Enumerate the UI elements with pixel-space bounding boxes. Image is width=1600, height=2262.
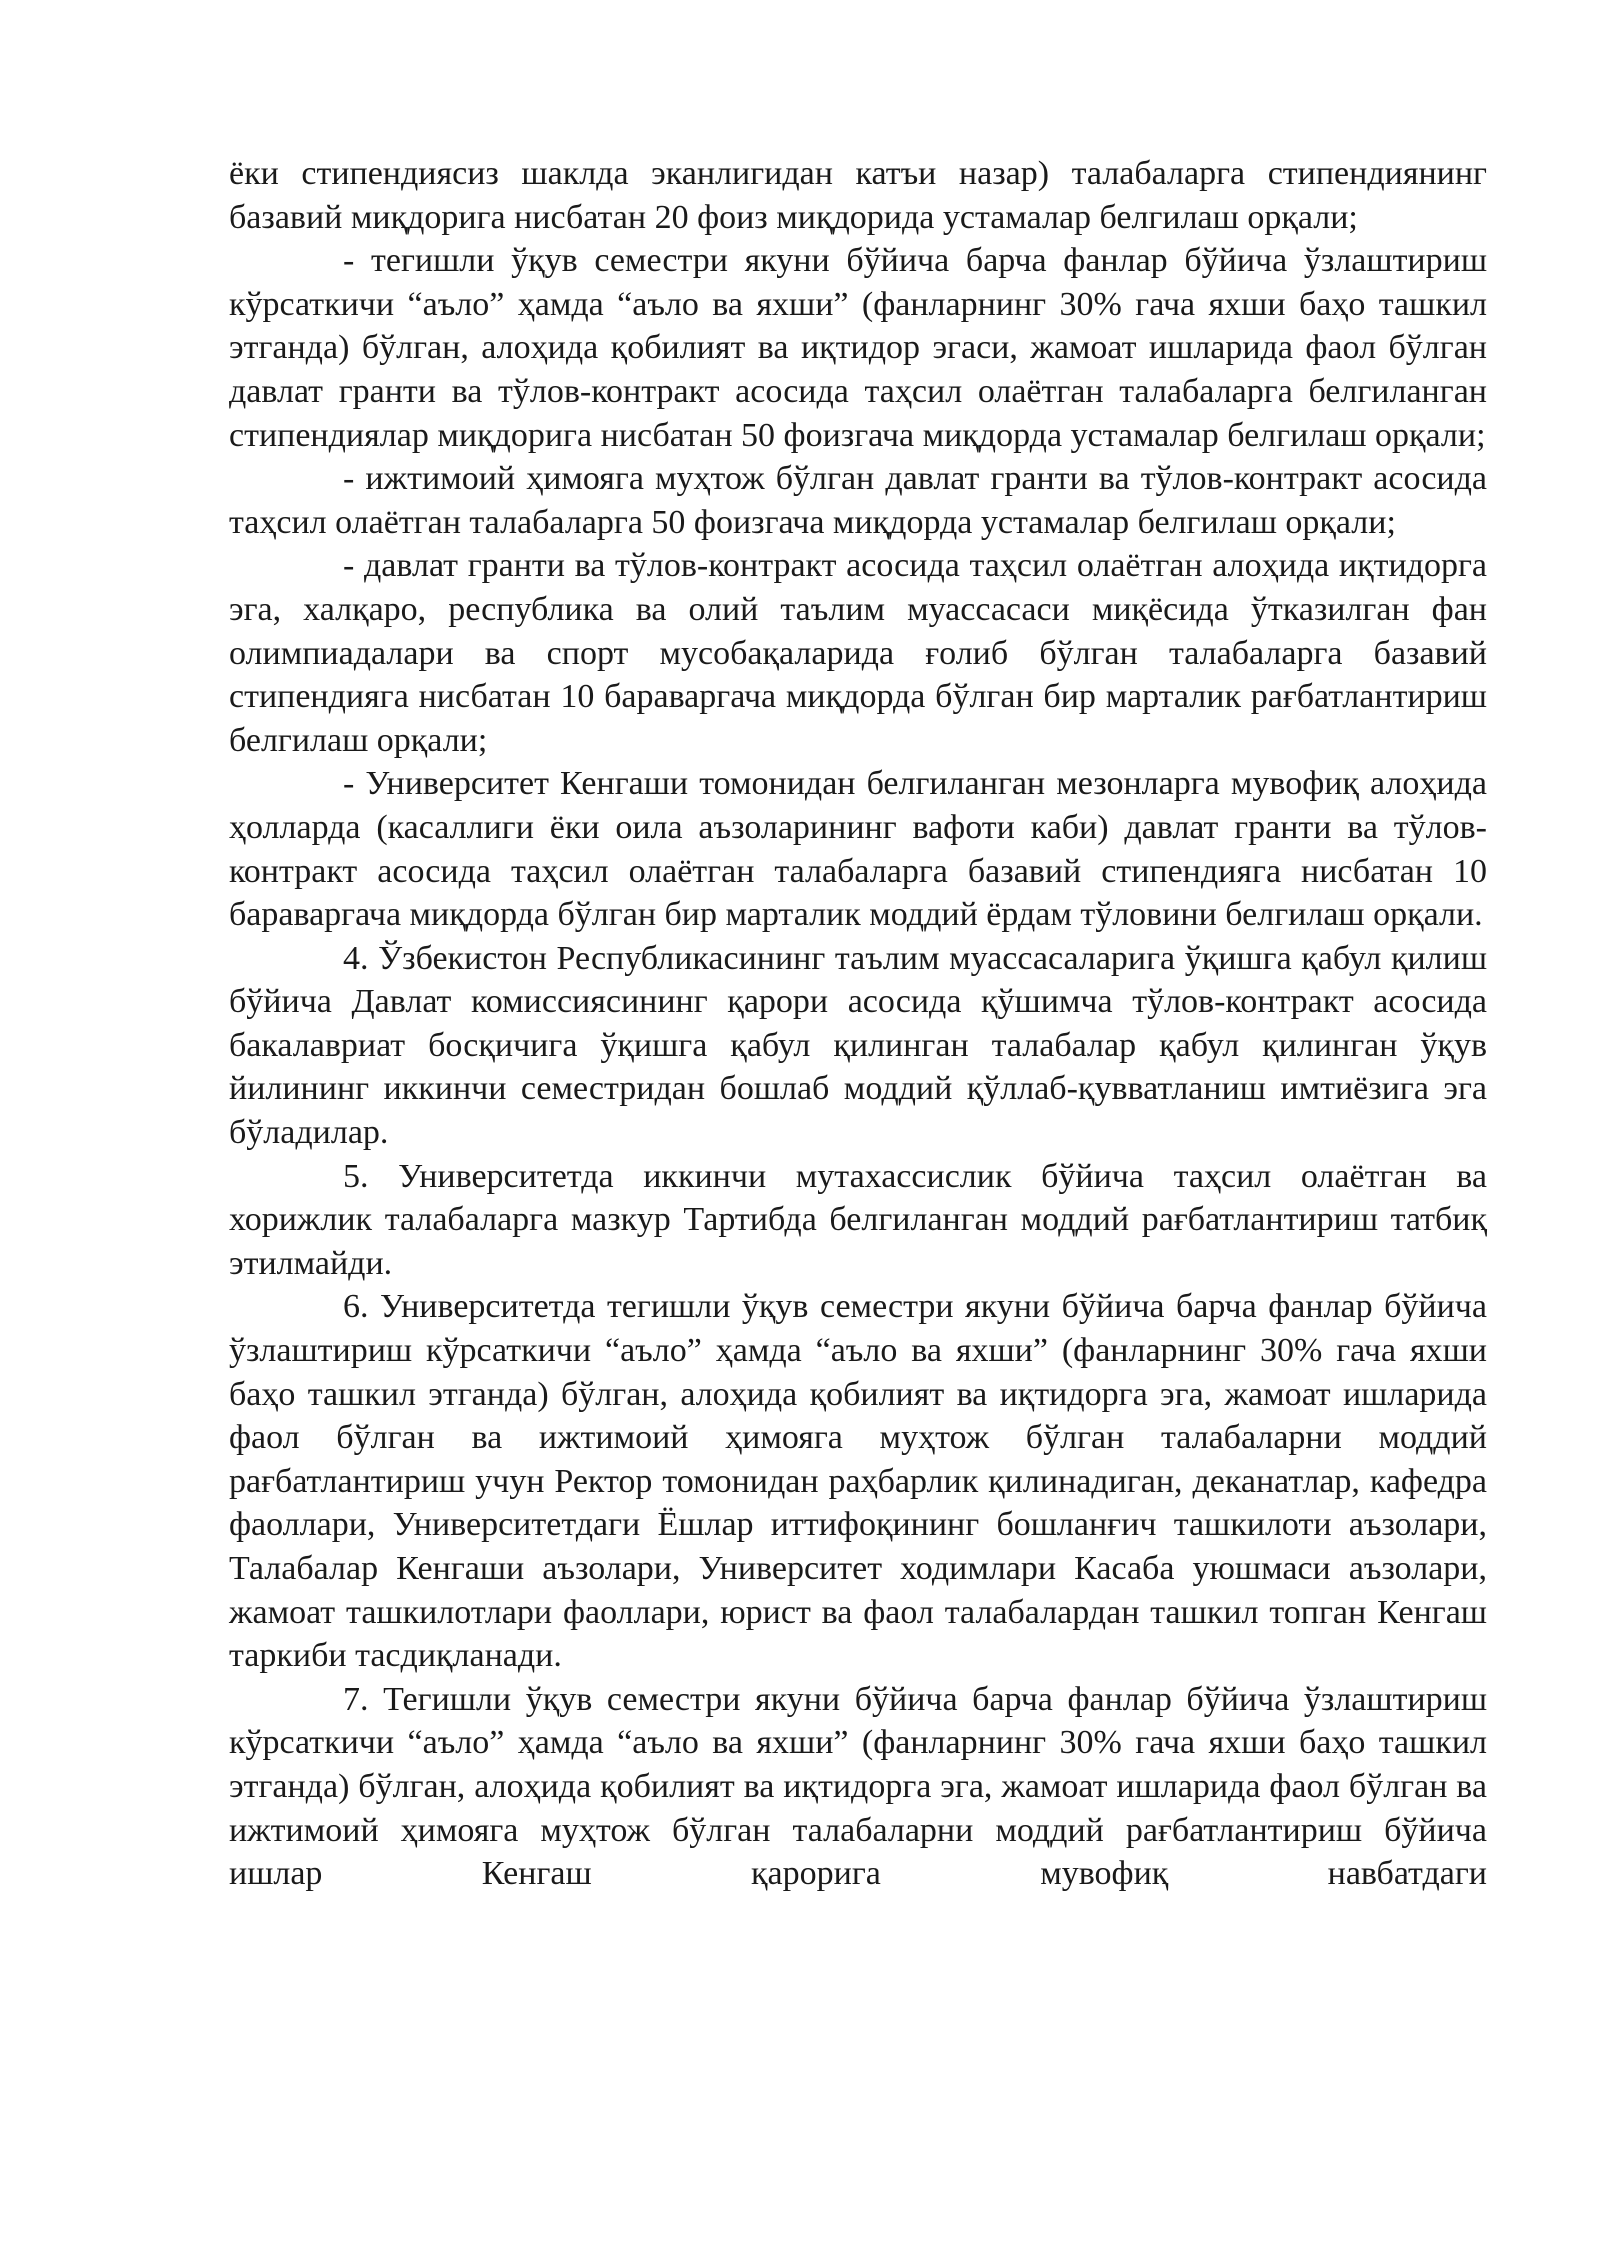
paragraph-item-6: 6. Университетда тегишли ўқув семестри якуни бўйича барча фанлар бўйича ўзлаштириш кўрсаткичи “аъло” ҳамда “аъло ва яхши” (фанларнинг 30% гача яхши баҳо ташкил этганда) бўлган, алоҳида қобилият ва иқтидорга эга, жамоат ишларида фаол бўлган ва ижтимоий ҳимояга муҳтож бўлган талабаларни моддий рағбатлантириш учун Ректор томонидан раҳбарлик қилинадиган, деканатлар, кафедра фаоллари, Университетдаги Ёшлар иттифоқининг бошланғич ташкилоти аъзолари, Талабалар Кенгаши аъзолари, Университет ходимлари Касаба уюшмаси аъзолари, жамоат ташкилотлари фаоллари, юрист ва фаол талабалардан ташкил топган Кенгаш таркиби тасдиқланади. xyxy=(229,1288,1487,1675)
paragraph-bullet-social-protection: - ижтимоий ҳимояга муҳтож бўлган давлат гранти ва тўлов-контракт асосида таҳсил олаётган талабаларга 50 фоизгача миқдорда устамалар белгилаш орқали; xyxy=(229,460,1487,541)
paragraph-continuation: ёки стипендиясиз шаклда эканлигидан катъи назар) талабаларга стипендиянинг базавий миқдорига нисбатан 20 фоиз миқдорида устамалар белгилаш орқали; xyxy=(229,155,1487,236)
paragraph-item-4: 4. Ўзбекистон Республикасининг таълим муассасаларига ўқишга қабул қилиш бўйича Давлат комиссиясининг қарори асосида қўшимча тўлов-контракт асосида бакалавриат босқичига ўқишга қабул қилинган талабалар қабул қилинган ўқув йилининг иккинчи семестридан бошлаб моддий қўллаб-қувватланиш имтиёзига эга бўладилар. xyxy=(229,939,1487,1152)
paragraph-bullet-olympiad-winners: - давлат гранти ва тўлов-контракт асосида таҳсил олаётган алоҳида иқтидорга эга, халқаро, республика ва олий таълим муассасаси миқёсида ўтказилган фан олимпиадалари ва спорт мусобақаларида ғолиб бўлган талабаларга базавий стипендияга нисбатан 10 бараваргача миқдорда бўлган бир марталик рағбатлантириш белгилаш орқали; xyxy=(229,547,1487,759)
paragraph-bullet-excellent-students: - тегишли ўқув семестри якуни бўйича барча фанлар бўйича ўзлаштириш кўрсаткичи “аъло” ҳамда “аъло ва яхши” (фанларнинг 30% гача яхши баҳо ташкил этганда) бўлган, алоҳида қобилият ва иқтидор эгаси, жамоат ишларида фаол бўлган давлат гранти ва тўлов-контракт асосида таҳсил олаётган талабаларга белгиланган стипендиялар миқдорига нисбатан 50 фоизгача миқдорда устамалар белгилаш орқали; xyxy=(229,242,1487,454)
paragraph-item-7: 7. Тегишли ўқув семестри якуни бўйича барча фанлар бўйича ўзлаштириш кўрсаткичи “аъло” ҳамда “аъло ва яхши” (фанларнинг 30% гача яхши баҳо ташкил этганда) бўлган, алоҳида қобилият ва иқтидорга эга, жамоат ишларида фаол бўлган ва ижтимоий ҳимояга муҳтож бўлган талабаларни моддий рағбатлантириш бўйича ишлар Кенгаш қарорига мувофиқ навбатдаги xyxy=(229,1680,1487,1893)
paragraph-item-5: 5. Университетда иккинчи мутахассислик бўйича таҳсил олаётган ва хорижлик талабаларга мазкур Тартибда белгиланган моддий рағбатлантириш татбиқ этилмайди. xyxy=(229,1157,1487,1282)
paragraph-bullet-material-aid: - Университет Кенгаши томонидан белгиланган мезонларга мувофиқ алоҳида ҳолларда (касаллиги ёки оила аъзоларининг вафоти каби) давлат гранти ва тўлов-контракт асосида таҳсил олаётган талабаларга базавий стипендияга нисбатан 10 бараваргача миқдорда бўлган бир марталик моддий ёрдам тўловини белгилаш орқали. xyxy=(229,765,1487,934)
document-body xyxy=(229,152,1487,1896)
